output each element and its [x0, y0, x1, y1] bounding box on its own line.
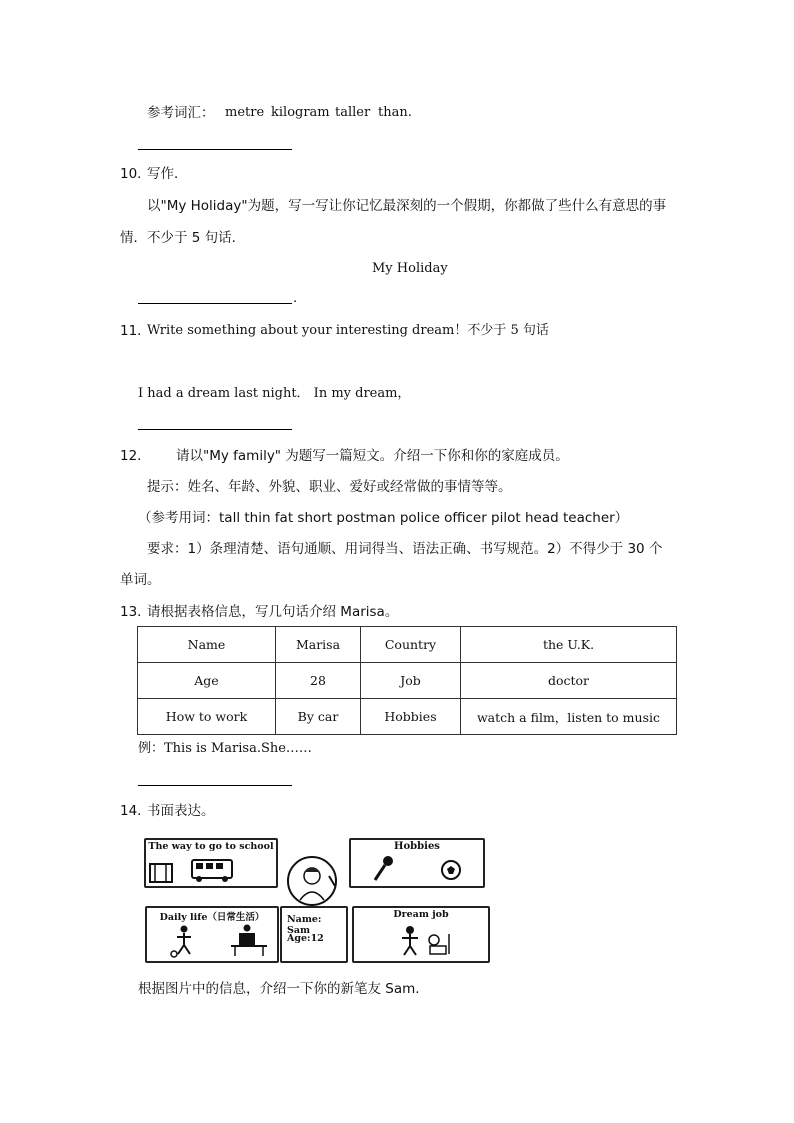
question-12-requirements: 单词。 [120, 572, 161, 588]
question-11-number: 11． [120, 323, 151, 339]
table-cell: Country [361, 627, 461, 663]
answer-line[interactable] [138, 303, 292, 304]
example-sentence: 例：This is Marisa.She…… [138, 741, 312, 756]
essay-start: I had a dream last night． In my dream， [138, 386, 411, 401]
question-10-text: 以"My Holiday"为题，写一写让你记忆最深刻的一个假期，你都做了些什么有意思的事 [147, 198, 667, 214]
answer-line[interactable] [138, 785, 292, 786]
answer-line[interactable] [138, 429, 292, 430]
box-title: Dream job [393, 909, 449, 920]
essay-heading: My Holiday [372, 261, 448, 276]
question-10-number: 10． [120, 166, 151, 182]
avatar-icon [285, 856, 341, 908]
table-cell: Age [138, 663, 276, 699]
question-14-number: 14． [120, 803, 151, 819]
question-14-instruction: 根据图片中的信息，介绍一下你的新笔友 Sam. [138, 981, 420, 997]
box-title: Hobbies [394, 841, 440, 852]
marisa-info-table [137, 626, 677, 735]
vocab-word: than. [378, 105, 412, 120]
daily-activity-figures-icon [147, 908, 277, 961]
table-row [138, 627, 677, 663]
table-cell: watch a film，listen to music [461, 699, 677, 735]
table-row [138, 663, 677, 699]
hobbies-box [349, 838, 485, 888]
question-12-hint: 提示：姓名、年龄、外貌、职业、爱好或经常做的事情等等。 [147, 479, 512, 495]
question-12-requirements: 要求：1）条理清楚、语句通顺、用词得当、语法正确、书写规范。2）不得少于 30 个 [147, 541, 663, 557]
table-cell: Marisa [276, 627, 361, 663]
name-age-box [280, 906, 348, 963]
table-cell: By car [276, 699, 361, 735]
vocab-word: taller [335, 105, 371, 120]
table-cell: 28 [276, 663, 361, 699]
question-10-text: 情．不少于 5 句话． [120, 230, 246, 246]
walking-and-bus-icon [146, 840, 276, 886]
question-11-prompt: Write something about your interesting dream！不少于 5 句话 [147, 323, 549, 338]
question-12-words: （参考用词：tall thin fat short postman police officer pilot head teacher） [138, 510, 629, 526]
box-title: The way to go to school [148, 841, 274, 852]
vocab-word: metre [225, 105, 265, 120]
microphone-and-ball-icon [351, 840, 483, 886]
reference-vocab-label: 参考词汇： [147, 105, 215, 121]
table-cell: doctor [461, 663, 677, 699]
name-label: Name: Sam [287, 914, 322, 936]
question-13-number: 13． [120, 604, 151, 620]
question-13-prompt: 请根据表格信息，写几句话介绍 Marisa。 [147, 604, 399, 620]
table-cell: Hobbies [361, 699, 461, 735]
table-row [138, 699, 677, 735]
vocab-word: kilogram [271, 105, 330, 120]
dream-job-box [352, 906, 490, 963]
musician-icon [354, 908, 488, 961]
table-cell: How to work [138, 699, 276, 735]
period: . [293, 291, 298, 306]
table-cell: the U.K. [461, 627, 677, 663]
table-cell: Job [361, 663, 461, 699]
question-12-prompt: 请以"My family" 为题写一篇短文。介绍一下你和你的家庭成员。 [176, 448, 569, 464]
answer-line[interactable] [138, 149, 292, 150]
table-cell: Name [138, 627, 276, 663]
daily-life-box [145, 906, 279, 963]
box-title: Daily life（日常生活） [159, 912, 265, 923]
age-label: Age:12 [287, 933, 324, 944]
question-14-prompt: 书面表达。 [147, 803, 215, 819]
question-12-number: 12． [120, 448, 151, 464]
way-to-school-box [144, 838, 278, 888]
question-10-title: 写作． [147, 166, 188, 182]
